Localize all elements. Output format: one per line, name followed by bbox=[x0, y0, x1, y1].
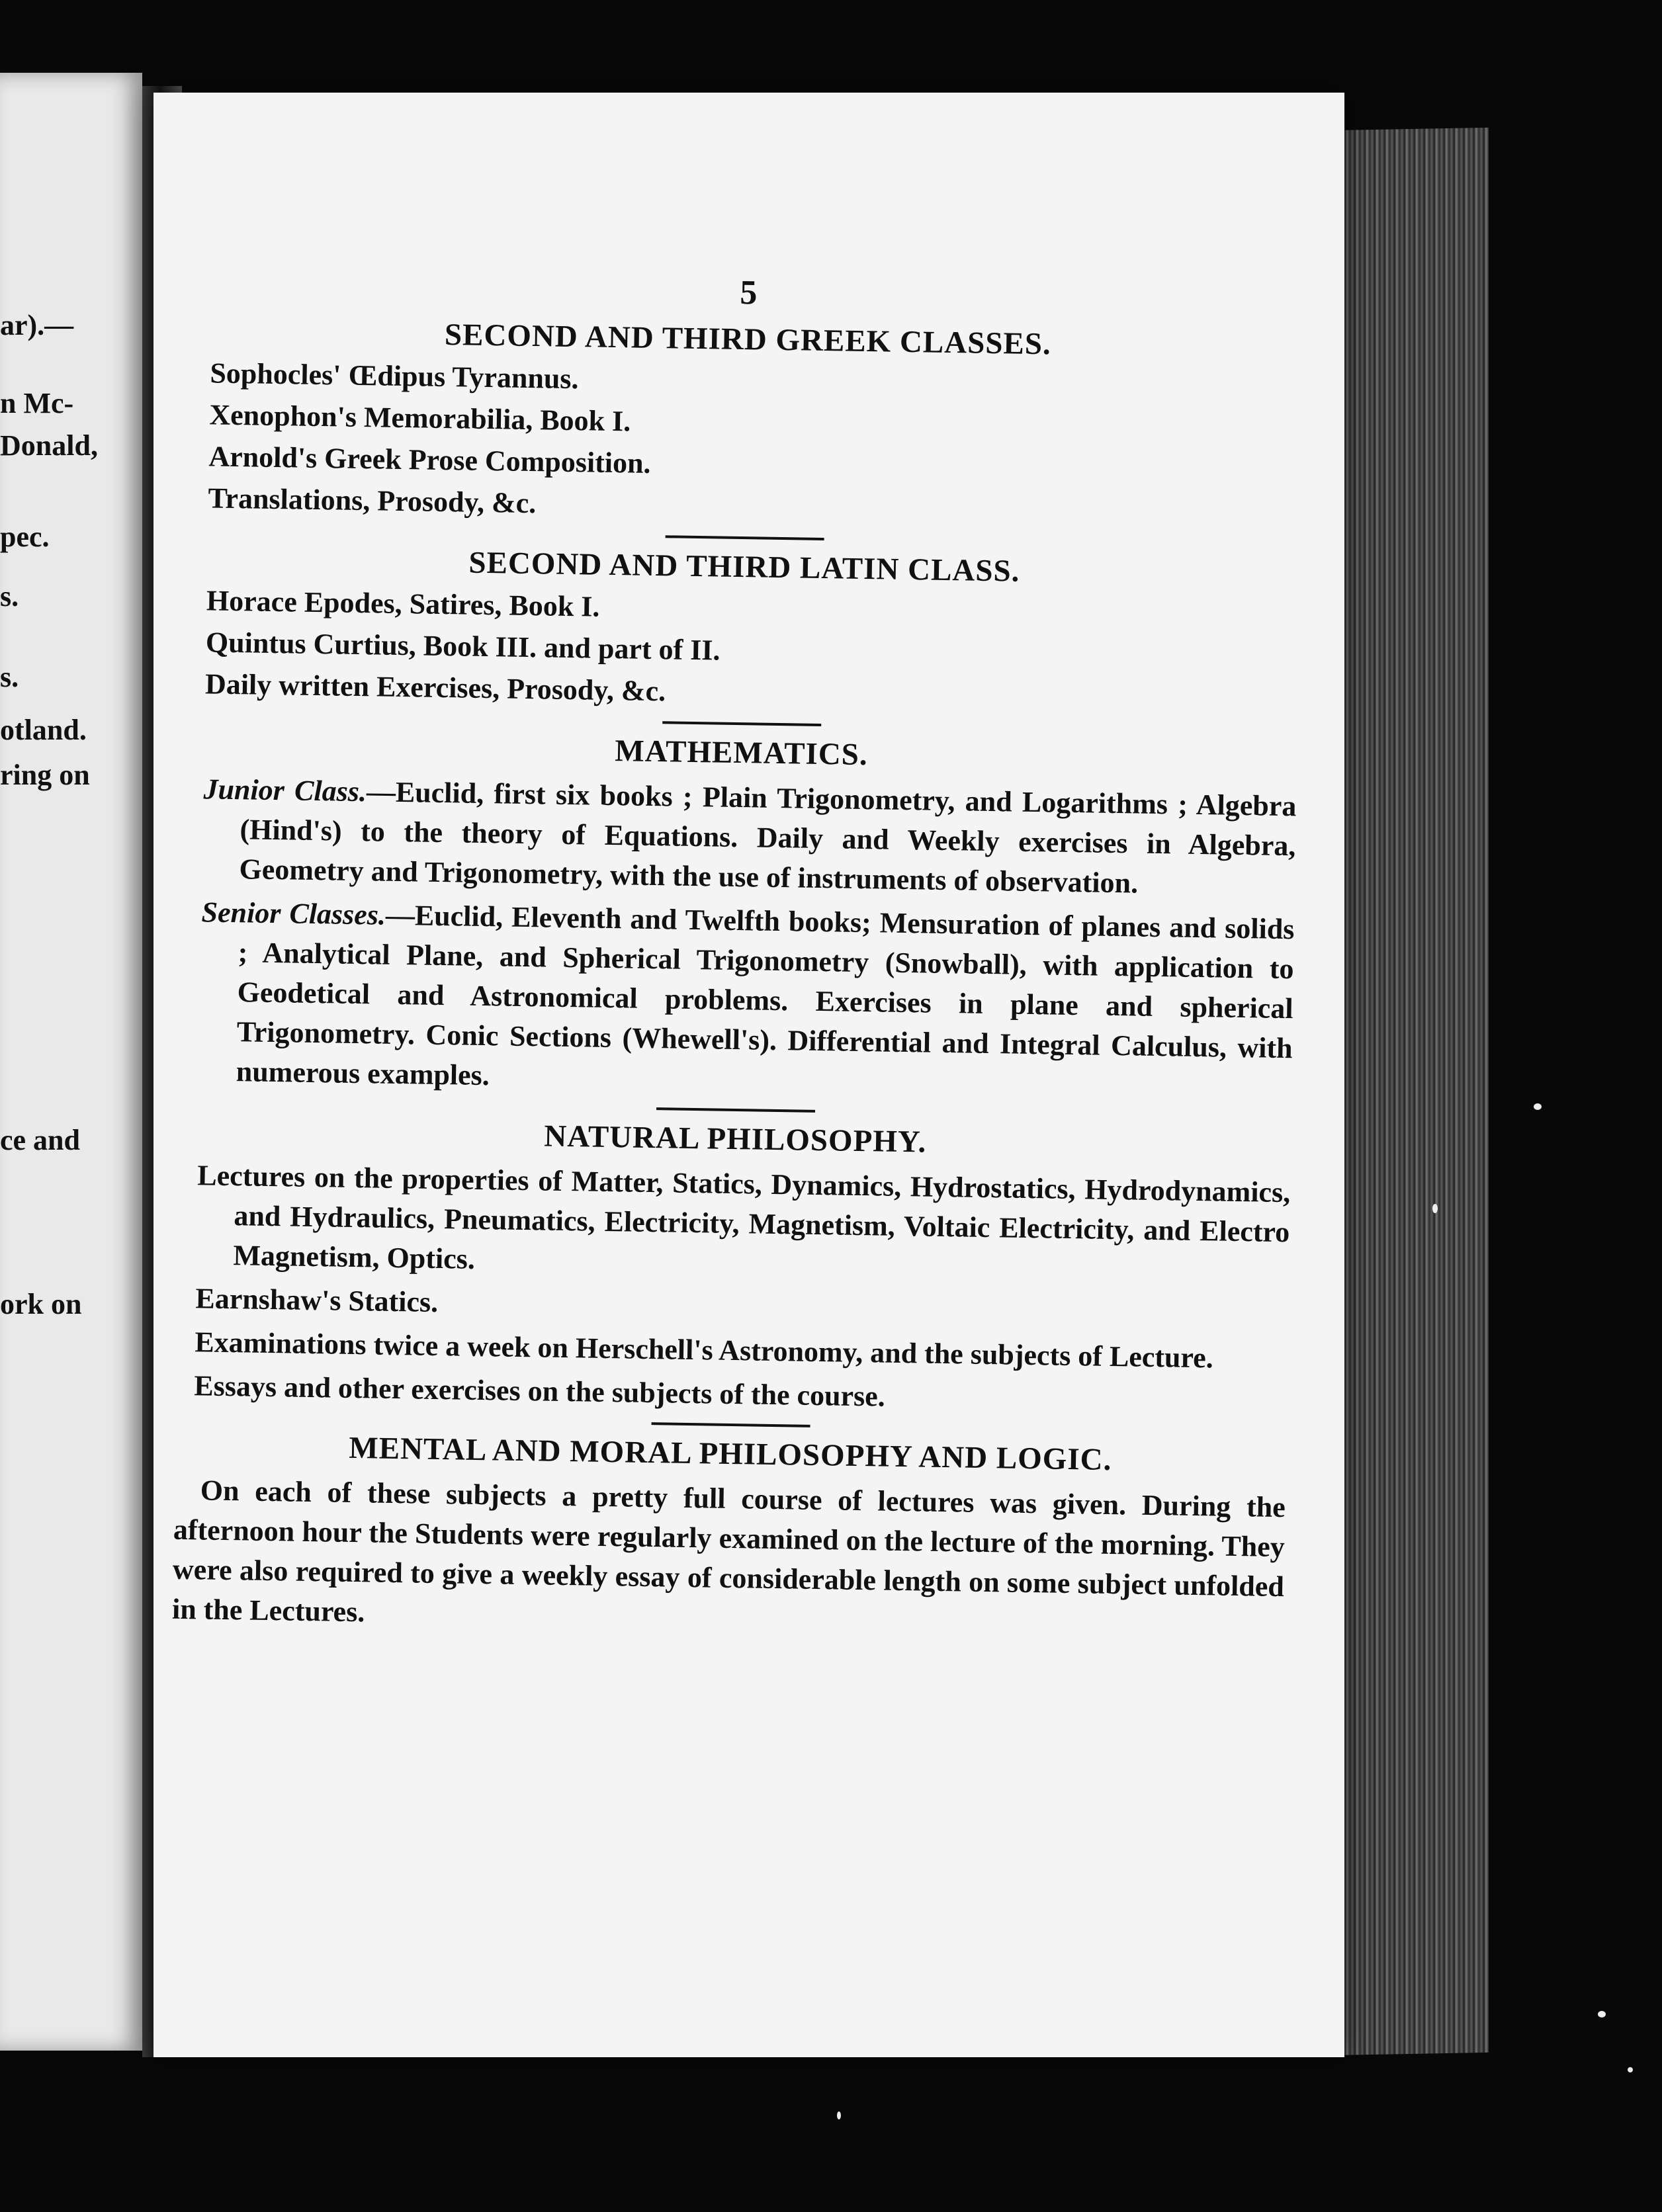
dust-speck bbox=[1534, 1103, 1542, 1110]
paragraph: Earnshaw's Statics. bbox=[195, 1282, 439, 1319]
dust-speck bbox=[1432, 1204, 1438, 1213]
section-divider bbox=[662, 721, 821, 726]
junior-class-label: Junior Class. bbox=[203, 773, 367, 808]
facing-page bbox=[0, 73, 142, 2051]
facing-page-fragment: ork on bbox=[0, 1288, 82, 1320]
reading-item: Horace Epodes, Satires, Book I. bbox=[206, 584, 600, 623]
junior-class-paragraph bbox=[183, 769, 1297, 906]
dust-speck bbox=[1628, 2067, 1633, 2072]
facing-page-fragment: ring on bbox=[0, 759, 90, 791]
facing-page-fragment: n Mc- bbox=[0, 387, 74, 419]
page-content bbox=[172, 265, 1305, 1646]
paragraph: On each of these subjects a pretty full course of lectures was given. During the afternoon hour the Students were regularly examined on the lecture of the morning. They were also required to give a weekly essay of considerable length on some subject unfolded in the Lectures. bbox=[171, 1474, 1286, 1629]
paragraph: Essays and other exercises on the subjects of the course. bbox=[193, 1369, 886, 1413]
page-number: 5 bbox=[739, 273, 758, 312]
reading-item: Xenophon's Memorabilia, Book I. bbox=[209, 398, 631, 438]
facing-page-fragment: ce and bbox=[0, 1124, 80, 1156]
page-edges bbox=[1330, 128, 1489, 2055]
reading-item: Arnold's Greek Prose Composition. bbox=[208, 440, 651, 480]
section-heading-latin: SECOND AND THIRD LATIN CLASS. bbox=[468, 545, 1020, 589]
section-divider bbox=[656, 1107, 815, 1113]
section-heading-mathematics: MATHEMATICS. bbox=[614, 734, 869, 773]
facing-page-fragment: s. bbox=[0, 580, 19, 613]
facing-page-fragment: pec. bbox=[0, 521, 50, 553]
reading-item: Translations, Prosody, &c. bbox=[208, 482, 537, 520]
reading-item: Sophocles' Œdipus Tyrannus. bbox=[210, 357, 579, 396]
senior-classes-paragraph bbox=[180, 892, 1295, 1108]
section-divider bbox=[666, 535, 824, 540]
paragraph: Lectures on the properties of Matter, Statics, Dynamics, Hydrostatics, Hydrodynamics, and Hydraulics, Pneumatics, Electricity, Magnetism, Voltaic Electricity, and Electro Magnetism, Optics. bbox=[197, 1159, 1291, 1275]
section-heading-natural-philosophy: NATURAL PHILOSOPHY. bbox=[544, 1119, 927, 1160]
facing-page-fragment: s. bbox=[0, 661, 19, 693]
reading-item: Daily written Exercises, Prosody, &c. bbox=[204, 667, 666, 708]
facing-page-fragment: Donald, bbox=[0, 429, 98, 462]
junior-class-text: —Euclid, first six books ; Plain Trigonometry, and Logarithms ; Algebra (Hind's) to the theory of Equations. Daily and Weekly exercises in Algebra, Geometry and Trigonometry, with the use of instruments of observation. bbox=[239, 775, 1297, 900]
paragraph: Examinations twice a week on Herschell's Astronomy, and the subjects of Lecture. bbox=[195, 1326, 1214, 1375]
senior-classes-text: —Euclid, Eleventh and Twelfth books; Mensuration of planes and solids ; Analytical Plane, and Spherical Trigonometry (Snowball), with application to Geodetical and Astronomical problems. Exercises in plane and spherical Trigonometry. Conic Sections (Whewell's). Differential and Integral Calculus, with numerous examples. bbox=[236, 898, 1295, 1092]
senior-classes-label: Senior Classes. bbox=[201, 896, 386, 931]
facing-page-fragment: otland. bbox=[0, 714, 87, 746]
dust-speck bbox=[1598, 2011, 1606, 2018]
section-divider bbox=[652, 1422, 810, 1427]
section-heading-greek: SECOND AND THIRD GREEK CLASSES. bbox=[444, 317, 1052, 362]
dust-speck bbox=[837, 2111, 841, 2119]
book-page bbox=[153, 93, 1344, 2057]
facing-page-fragment: ar).— bbox=[0, 309, 74, 341]
reading-item: Quintus Curtius, Book III. and part of II. bbox=[205, 626, 721, 667]
section-heading-mental-moral-philosophy: MENTAL AND MORAL PHILOSOPHY AND LOGIC. bbox=[348, 1430, 1112, 1478]
